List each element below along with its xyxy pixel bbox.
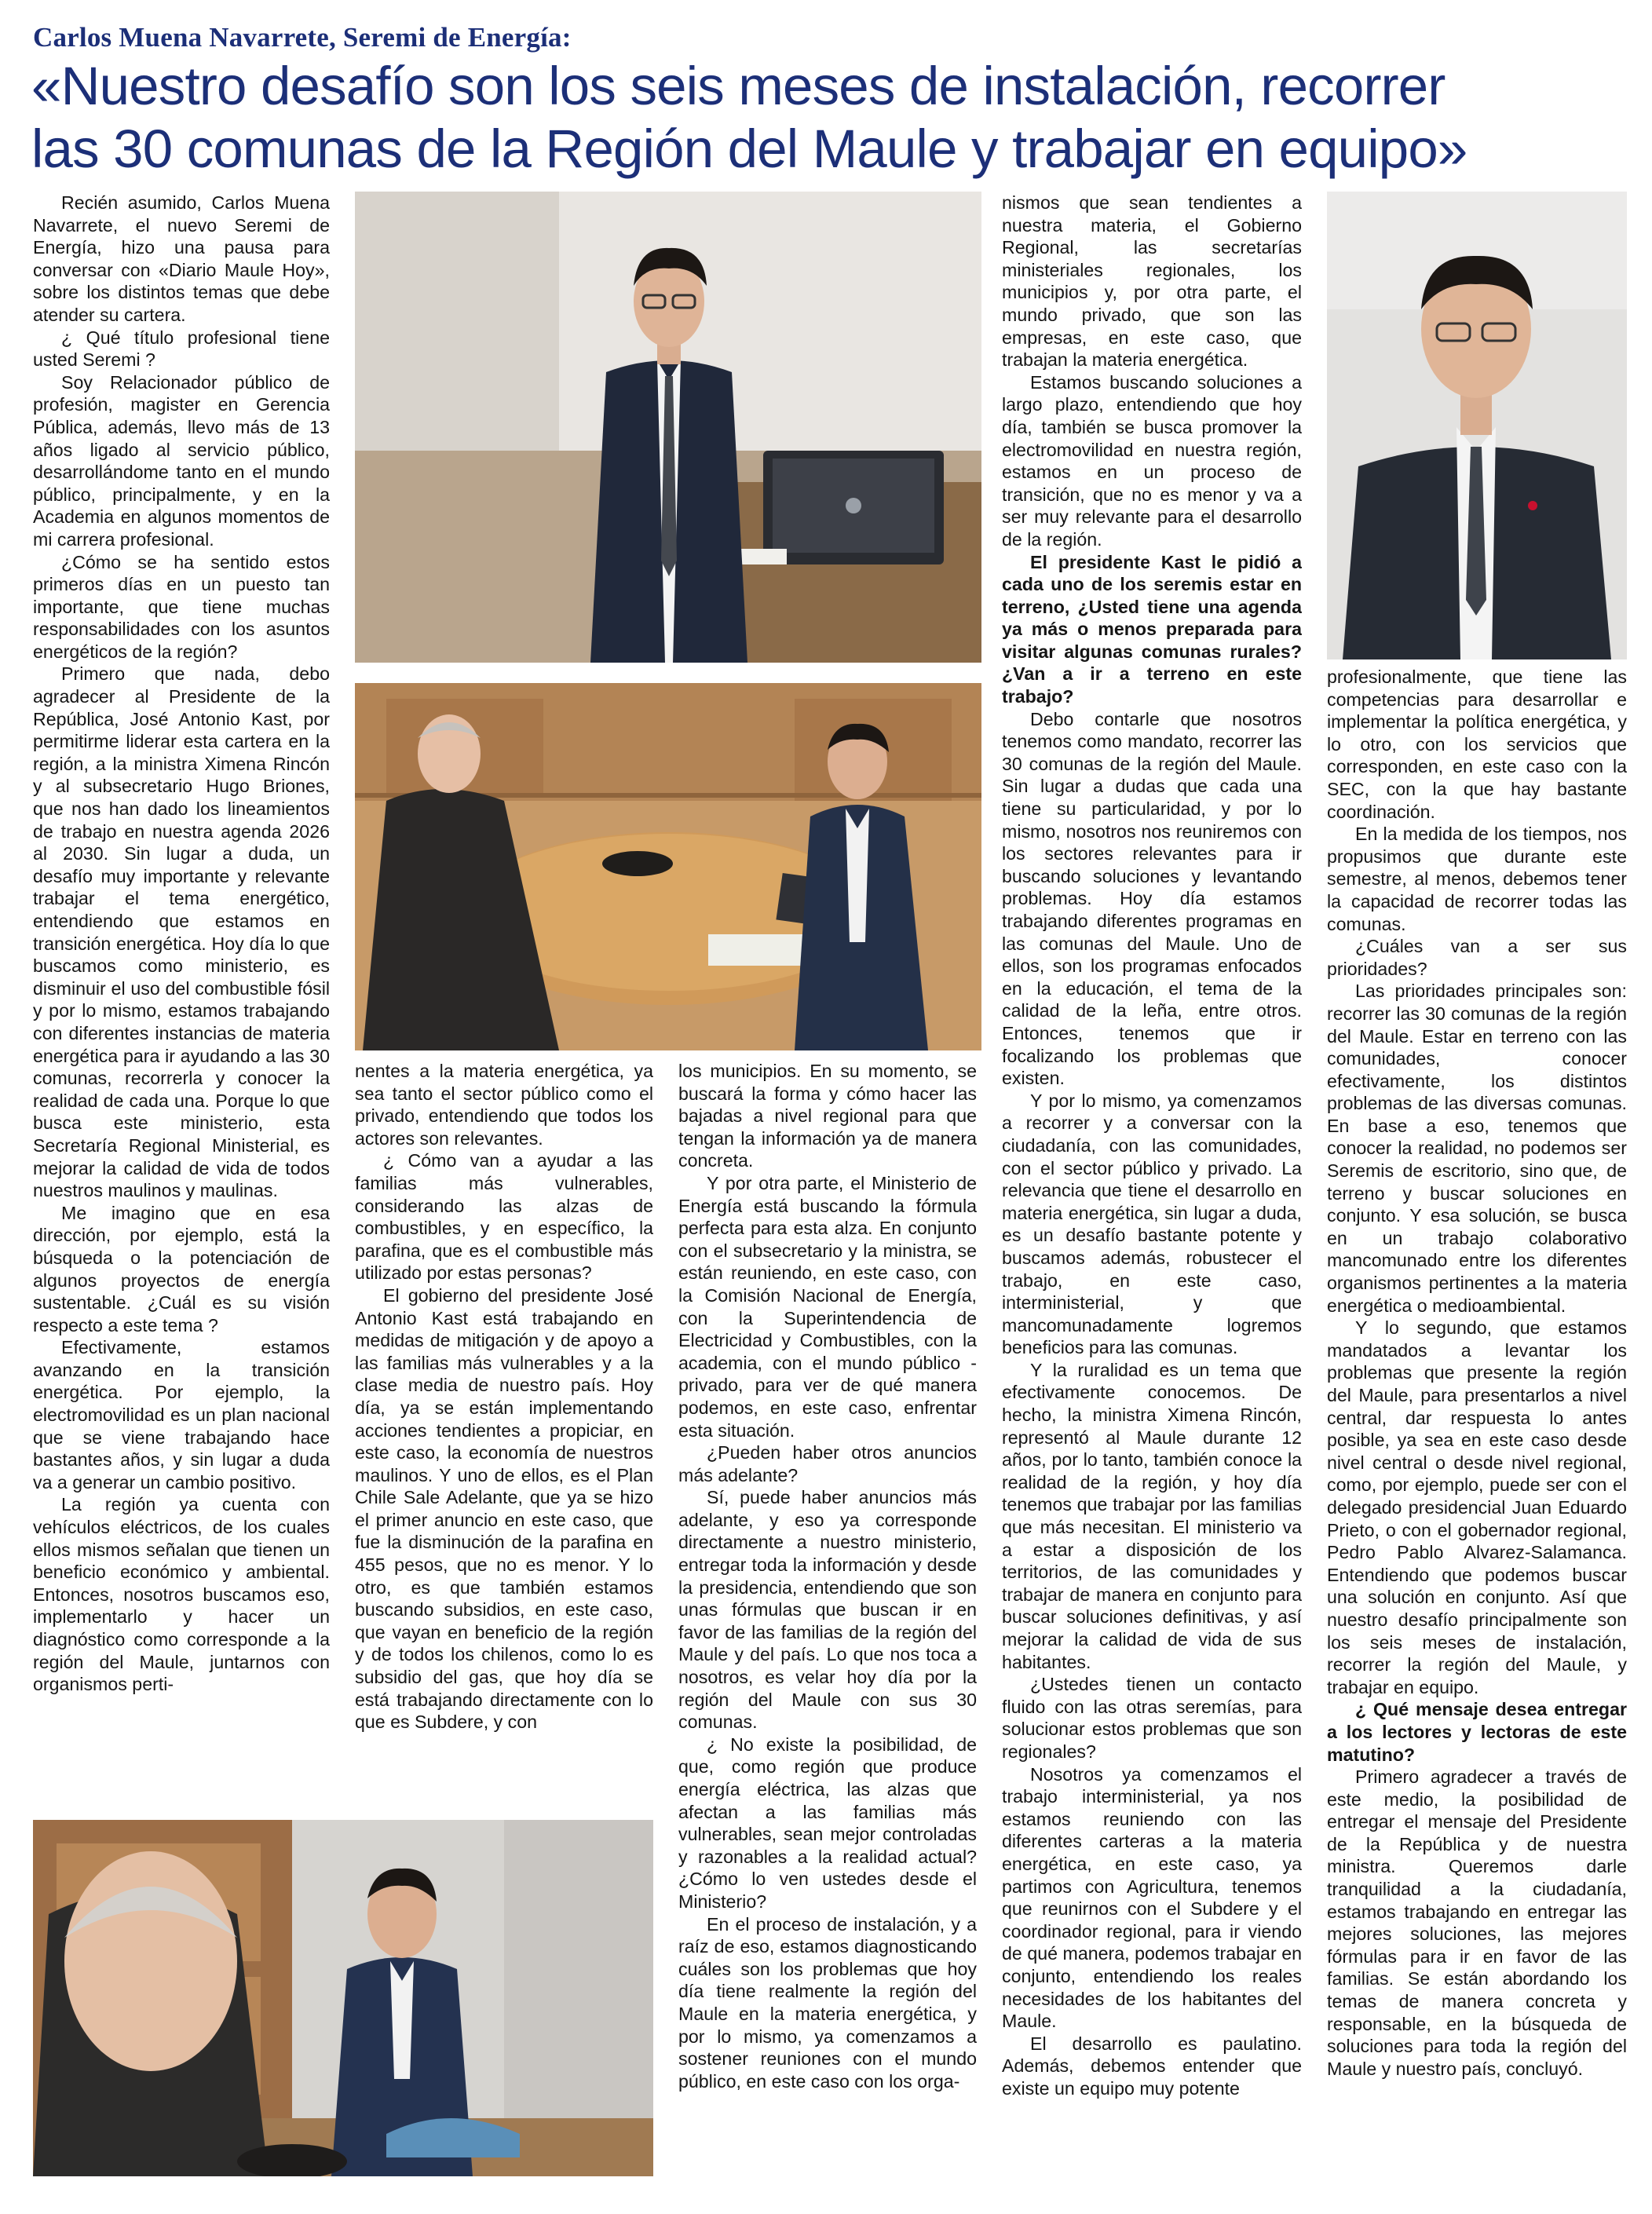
photo-standing-portrait [355,192,981,663]
question: ¿ No existe la posibilidad, de que, como región que produce energía eléctrica, las alzas que afectan a las familias más vulnerables, sean mejor controladas y razonables a la realidad actual? ¿Cómo lo ven ustedes desde el Ministerio? [678,1734,977,1912]
question: El presidente Kast le pidió a cada uno de los seremis estar en terreno, ¿Usted tiene una agenda ya más o menos preparada para visitar algunas comunas rurales? ¿Van a ir a terreno en este trabajo? [1002,551,1302,707]
headline [31,55,1625,181]
paragraph: En el proceso de instalación, y a raíz de eso, estamos diagnosticando cuáles son los problemas que hoy día tiene realmente la región del Maule en la materia energética, y por lo mismo, ya comenzamos a sostener reuniones con el mundo público, en este caso con los orga- [678,1913,977,2092]
question: ¿Cuáles van a ser sus prioridades? [1327,936,1627,979]
paragraph: Efectivamente, estamos avanzando en la transición energética. Por ejemplo, la electromovilidad es un plan nacional que se viene trabajando hace bastantes años, y sin lugar a duda va a generar un cambio positivo. [33,1337,330,1492]
paragraph: En la medida de los tiempos, nos propusimos que durante este semestre, al menos, debemos tener la capacidad de recorrer todas las comunas. [1327,824,1627,934]
paragraph: nismos que sean tendientes a nuestra materia, el Gobierno Regional, las secretarías ministeriales regionales, los municipios y, por otra parte, el mundo privado, que son las empresas, en este caso, que trabajan la materia energética. [1002,192,1302,371]
paragraph: Estamos buscando soluciones a largo plazo, entendiendo que hoy día, también se busca promover la electromovilidad en nuestra región, estamos en un proceso de transición, que no es menor y va a ser muy relevante para el desarrollo de la región. [1002,371,1302,550]
paragraph: Y por lo mismo, ya comenzamos a recorrer y a conversar con la ciudadanía, con las comunidades, con el sector público y privado. La relevancia que tiene el desarrollo en materia energética, sin lugar a duda, es un desafío bastante potente y buscamos además, robustecer el trabajo, en este caso, interministerial, y que mancomunadamente logremos beneficios para las comunas. [1002,1090,1302,1358]
headline-line-2: las 30 comunas de la Región del Maule y trabajar en equipo» [31,119,1467,179]
paragraph: La región ya cuenta con vehículos eléctricos, de los cuales ellos mismos señalan que tienen un beneficio económico y ambiental. Entonces, nosotros buscamos eso, implementarlo y hacer un diagnóstico como corresponde a la región del Maule, juntarnos con organismos perti- [33,1494,330,1695]
paragraph: Primero agradecer a través de este medio, la posibilidad de entregar el mensaje del Presidente de la República y de nuestra ministra. Queremos darle tranquilidad a la ciudadanía, estamos trabajando en entregar las mejores soluciones, las mejores fórmulas para ir en favor de las familias. Se están abordando los temas de manera concreta y responsable, en la búsqueda de soluciones para toda la región del Maule y nuestro país, concluyó. [1327,1766,1627,2079]
question: ¿Ustedes tienen un contacto fluido con las otras seremías, para solucionar estos problemas que son regionales? [1002,1674,1302,1762]
column-1 [33,192,330,1812]
paragraph: Debo contarle que nosotros tenemos como mandato, recorrer las 30 comunas de la región del Maule. Sin lugar a dudas que cada una tiene su particularidad, y por lo mismo, nosotros nos reuniremos con los sectores relevantes para ir buscando soluciones y levantando problemas. Hoy día estamos trabajando diferentes programas en las comunas del Maule. Uno de ellos, son los programas enfocados en la educación, el tema de la calidad de la leña, entre otros. Entonces, tenemos que ir focalizando los problemas que existen. [1002,708,1302,1089]
paragraph: Y por otra parte, el Ministerio de Energía está buscando la fórmula perfecta para esta alza. En conjunto con el subsecretario y la ministra, se están reuniendo, en este caso, con la Comisión Nacional de Energía, con la Superintendencia de Electricidad y Combustibles, con la academia, con el mundo público - privado, para ver de qué manera podemos, en este caso, enfrentar esta situación. [678,1172,977,1441]
question: ¿ Qué título profesional tiene usted Seremi ? [33,327,330,371]
column-3 [678,1060,977,2175]
paragraph: Soy Relacionador público de profesión, magister en Gerencia Pública, además, llevo más de 13 años ligado al servicio público, desarrollándome tanto en el mundo público, principalmente, y en la Academia en algunos momentos de mi carrera profesional. [33,371,330,550]
question: ¿ Qué mensaje desea entregar a los lectores y lectoras de este matutino? [1327,1699,1627,1765]
paragraph: Y lo segundo, que estamos mandatados a levantar los problemas que presente la región del Maule, para presentarlos a nivel central, dar respuesta lo antes posible, ya sea en este caso desde nivel central o desde nivel regional, como, por ejemplo, puede ser con el delegado presidencial Juan Eduardo Prieto, o con el gobernador regional, Pedro Pablo Alvarez-Salamanca. Entendiendo que podemos buscar una solución en conjunto. Así que nuestro desafío principalmente son los seis meses de instalación, recorrer la región del Maule, y trabajar en equipo. [1327,1317,1627,1697]
question: ¿Cómo se ha sentido estos primeros días en un puesto tan importante, que tiene muchas responsabilidades con los asuntos energéticos de la región? [33,551,330,662]
paragraph: los municipios. En su momento, se buscará la forma y cómo hacer las bajadas a nivel regional para que tengan la información ya de manera concreta. [678,1061,977,1171]
paragraph: Sí, puede haber anuncios más adelante, y eso ya corresponde directamente a nuestro ministerio, entregar toda la información y desde la presidencia, entendiendo que son unas fórmulas que buscan ir en favor de las familias de la región del Maule y del país. Lo que nos toca a nosotros, es velar hoy día por la región del Maule con sus 30 comunas. [678,1487,977,1733]
question: ¿Pueden haber otros anuncios más adelante? [678,1442,977,1485]
photo-meeting [355,683,981,1050]
photo-desk [33,1820,653,2176]
kicker: Carlos Muena Navarrete, Seremi de Energía: [33,22,572,53]
paragraph: El desarrollo es paulatino. Además, debemos entender que existe un equipo muy potente [1002,2033,1302,2099]
column-2 [355,1060,653,1812]
headline-line-1: «Nuestro desafío son los seis meses de instalación, recorrer [31,56,1446,116]
column-5 [1327,666,1627,2175]
paragraph: Las prioridades principales son: recorrer las 30 comunas de la región del Maule. Estar en terreno con las comunidades, conocer efectivamente, los distintos problemas de las diversas comunas. En base a eso, tenemos que conocer la realidad, no podemos ser Seremis de escritorio, sino que, de terreno y buscar soluciones en conjunto. Y esa solución, se busca en un trabajo colaborativo mancomunado entre los diferentes organismos pertinentes a la materia energética o medioambiental. [1327,981,1627,1316]
column-4 [1002,192,1302,2175]
paragraph: Y la ruralidad es un tema que efectivamente conocemos. De hecho, la ministra Ximena Rincón, representó al Maule durante 12 años, por lo tanto, también conoce la realidad de la región, y hoy día tenemos que trabajar por las familias que más necesitan. El ministerio va a estar a disposición de los territorios, de las comunidades y trabajar de manera en conjunto para buscar soluciones definitivas, y así mejorar la calidad de vida de sus habitantes. [1002,1359,1302,1672]
question: Me imagino que en esa dirección, por ejemplo, está la búsqueda o la potenciación de algunos proyectos de energía sustentable. ¿Cuál es su visión respecto a este tema ? [33,1202,330,1335]
paragraph: El gobierno del presidente José Antonio Kast está trabajando en medidas de mitigación y de apoyo a las familias más vulnerables y a la clase media de nuestro país. Hoy día, ya se están implementando acciones tendientes a propiciar, en este caso, la economía de nuestros maulinos. Y uno de ellos, es el Plan Chile Sale Adelante, que ya se hizo el primer anuncio en este caso, que fue la disminución de la parafina en 455 pesos, que no es menor. Y lo otro, es que también estamos buscando subsidios, en este caso, que vayan en beneficio de la región y de todos los chilenos, como lo es subsidio del gas, que hoy día se está trabajando directamente con lo que es Subdere, y con [355,1284,653,1733]
paragraph: Nosotros ya comenzamos el trabajo interministerial, ya nos estamos reuniendo con las diferentes carteras a la materia energética, en este caso, ya partimos con Agricultura, tenemos que reunirnos con el Subdere y el coordinador regional, para ir viendo de qué manera, podemos trabajar en conjunto, entendiendo los reales necesidades de los habitantes del Maule. [1002,1763,1302,2032]
photo-portrait-right [1327,192,1627,659]
paragraph: Primero que nada, debo agradecer al Presidente de la República, José Antonio Kast, por permitirme liderar esta cartera en la región, a la ministra Ximena Rincón y al subsecretario Hugo Briones, que nos han dado los lineamientos de trabajo en nuestra agenda 2026 al 2030. Sin lugar a duda, un desafío muy importante y relevante trabajar el tema energético, entendiendo que estamos en transición energética. Hoy día lo que buscamos como ministerio, es disminuir el uso del combustible fósil y por lo mismo, estamos trabajando con diferentes instancias de materia energética para ir ayudando a las 30 comunas, recorrerla y conocer la realidad de cada una. Porque lo que busca este ministerio, esta Secretaría Regional Ministerial, es mejorar la calidad de vida de todos nuestros maulinos y maulinas. [33,663,330,1201]
paragraph: Recién asumido, Carlos Muena Navarrete, el nuevo Seremi de Energía, hizo una pausa para conversar con «Diario Maule Hoy», sobre los distintos temas que debe atender su cartera. [33,192,330,325]
paragraph: profesionalmente, que tiene las competencias para desarrollar e implementar la política energética, y lo otro, con los servicios que corresponden, en este caso con la SEC, con la que hay bastante coordinación. [1327,667,1627,822]
question: ¿ Cómo van a ayudar a las familias más vulnerables, considerando las alzas de combustibles, y en específico, la parafina, que es el combustible más utilizado por estas personas? [355,1150,653,1284]
paragraph: nentes a la materia energética, ya sea tanto el sector público como el privado, entendiendo que todos los actores son relevantes. [355,1061,653,1149]
